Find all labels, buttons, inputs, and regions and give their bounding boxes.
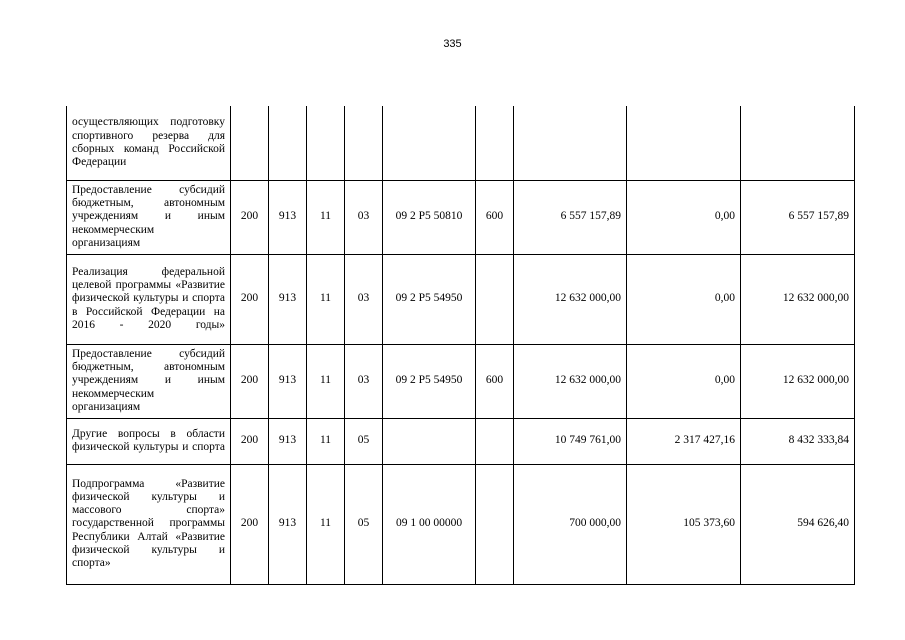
cell-code-1: 200	[231, 344, 269, 418]
cell-section: 11	[307, 180, 345, 254]
cell-target-article: 09 2 P5 50810	[383, 180, 476, 254]
table-row	[67, 344, 855, 418]
cell-subsection: 03	[345, 254, 383, 344]
cell-target-article: 09 2 P5 54950	[383, 254, 476, 344]
cell-code-2: 913	[269, 254, 307, 344]
cell-subsection	[345, 106, 383, 180]
cell-amount-executed: 105 373,60	[627, 464, 741, 584]
cell-amount-remaining: 12 632 000,00	[741, 344, 855, 418]
cell-amount-remaining: 8 432 333,84	[741, 418, 855, 464]
cell-amount-planned: 6 557 157,89	[514, 180, 627, 254]
table-row	[67, 254, 855, 344]
cell-amount-executed: 2 317 427,16	[627, 418, 741, 464]
cell-code-1	[231, 106, 269, 180]
table-row	[67, 418, 855, 464]
page-number: 335	[443, 38, 462, 50]
cell-amount-executed: 0,00	[627, 254, 741, 344]
cell-description: Реализация федеральной целевой программы «Развитие физической культуры и спорта в Российской Федерации на 2016 - 2020 годы»	[67, 254, 231, 344]
cell-description: Подпрограмма «Развитие физической культуры и массового спорта» государственной программы Республики Алтай «Развитие физической культуры и спорта»	[67, 464, 231, 584]
cell-description: осуществляющих подготовку спортивного резерва для сборных команд Российской Федерации	[67, 106, 231, 180]
cell-amount-planned: 12 632 000,00	[514, 254, 627, 344]
budget-table	[66, 106, 855, 585]
cell-section	[307, 106, 345, 180]
cell-section: 11	[307, 464, 345, 584]
cell-amount-executed: 0,00	[627, 180, 741, 254]
table-row	[67, 180, 855, 254]
cell-subsection: 03	[345, 180, 383, 254]
cell-amount-remaining: 12 632 000,00	[741, 254, 855, 344]
table-row	[67, 464, 855, 584]
cell-expense-type	[476, 418, 514, 464]
cell-section: 11	[307, 344, 345, 418]
cell-code-2: 913	[269, 344, 307, 418]
cell-expense-type: 600	[476, 180, 514, 254]
cell-amount-remaining: 6 557 157,89	[741, 180, 855, 254]
cell-expense-type	[476, 464, 514, 584]
cell-amount-remaining: 594 626,40	[741, 464, 855, 584]
cell-expense-type: 600	[476, 344, 514, 418]
cell-description: Предоставление субсидий бюджетным, автономным учреждениям и иным некоммерческим организациям	[67, 180, 231, 254]
cell-code-1: 200	[231, 180, 269, 254]
cell-code-2: 913	[269, 180, 307, 254]
cell-amount-planned: 10 749 761,00	[514, 418, 627, 464]
table-row	[67, 106, 855, 180]
cell-subsection: 05	[345, 464, 383, 584]
cell-section: 11	[307, 418, 345, 464]
cell-amount-planned: 12 632 000,00	[514, 344, 627, 418]
cell-subsection: 05	[345, 418, 383, 464]
cell-expense-type	[476, 106, 514, 180]
cell-amount-planned: 700 000,00	[514, 464, 627, 584]
cell-code-1: 200	[231, 254, 269, 344]
cell-code-2: 913	[269, 464, 307, 584]
cell-description: Предоставление субсидий бюджетным, автономным учреждениям и иным некоммерческим организациям	[67, 344, 231, 418]
cell-code-2: 913	[269, 418, 307, 464]
cell-amount-executed: 0,00	[627, 344, 741, 418]
cell-amount-remaining	[741, 106, 855, 180]
cell-code-1: 200	[231, 464, 269, 584]
cell-target-article: 09 2 P5 54950	[383, 344, 476, 418]
cell-subsection: 03	[345, 344, 383, 418]
cell-amount-executed	[627, 106, 741, 180]
cell-target-article	[383, 418, 476, 464]
cell-target-article: 09 1 00 00000	[383, 464, 476, 584]
cell-expense-type	[476, 254, 514, 344]
cell-amount-planned	[514, 106, 627, 180]
cell-code-2	[269, 106, 307, 180]
cell-target-article	[383, 106, 476, 180]
cell-section: 11	[307, 254, 345, 344]
cell-code-1: 200	[231, 418, 269, 464]
cell-description: Другие вопросы в области физической культуры и спорта	[67, 418, 231, 464]
